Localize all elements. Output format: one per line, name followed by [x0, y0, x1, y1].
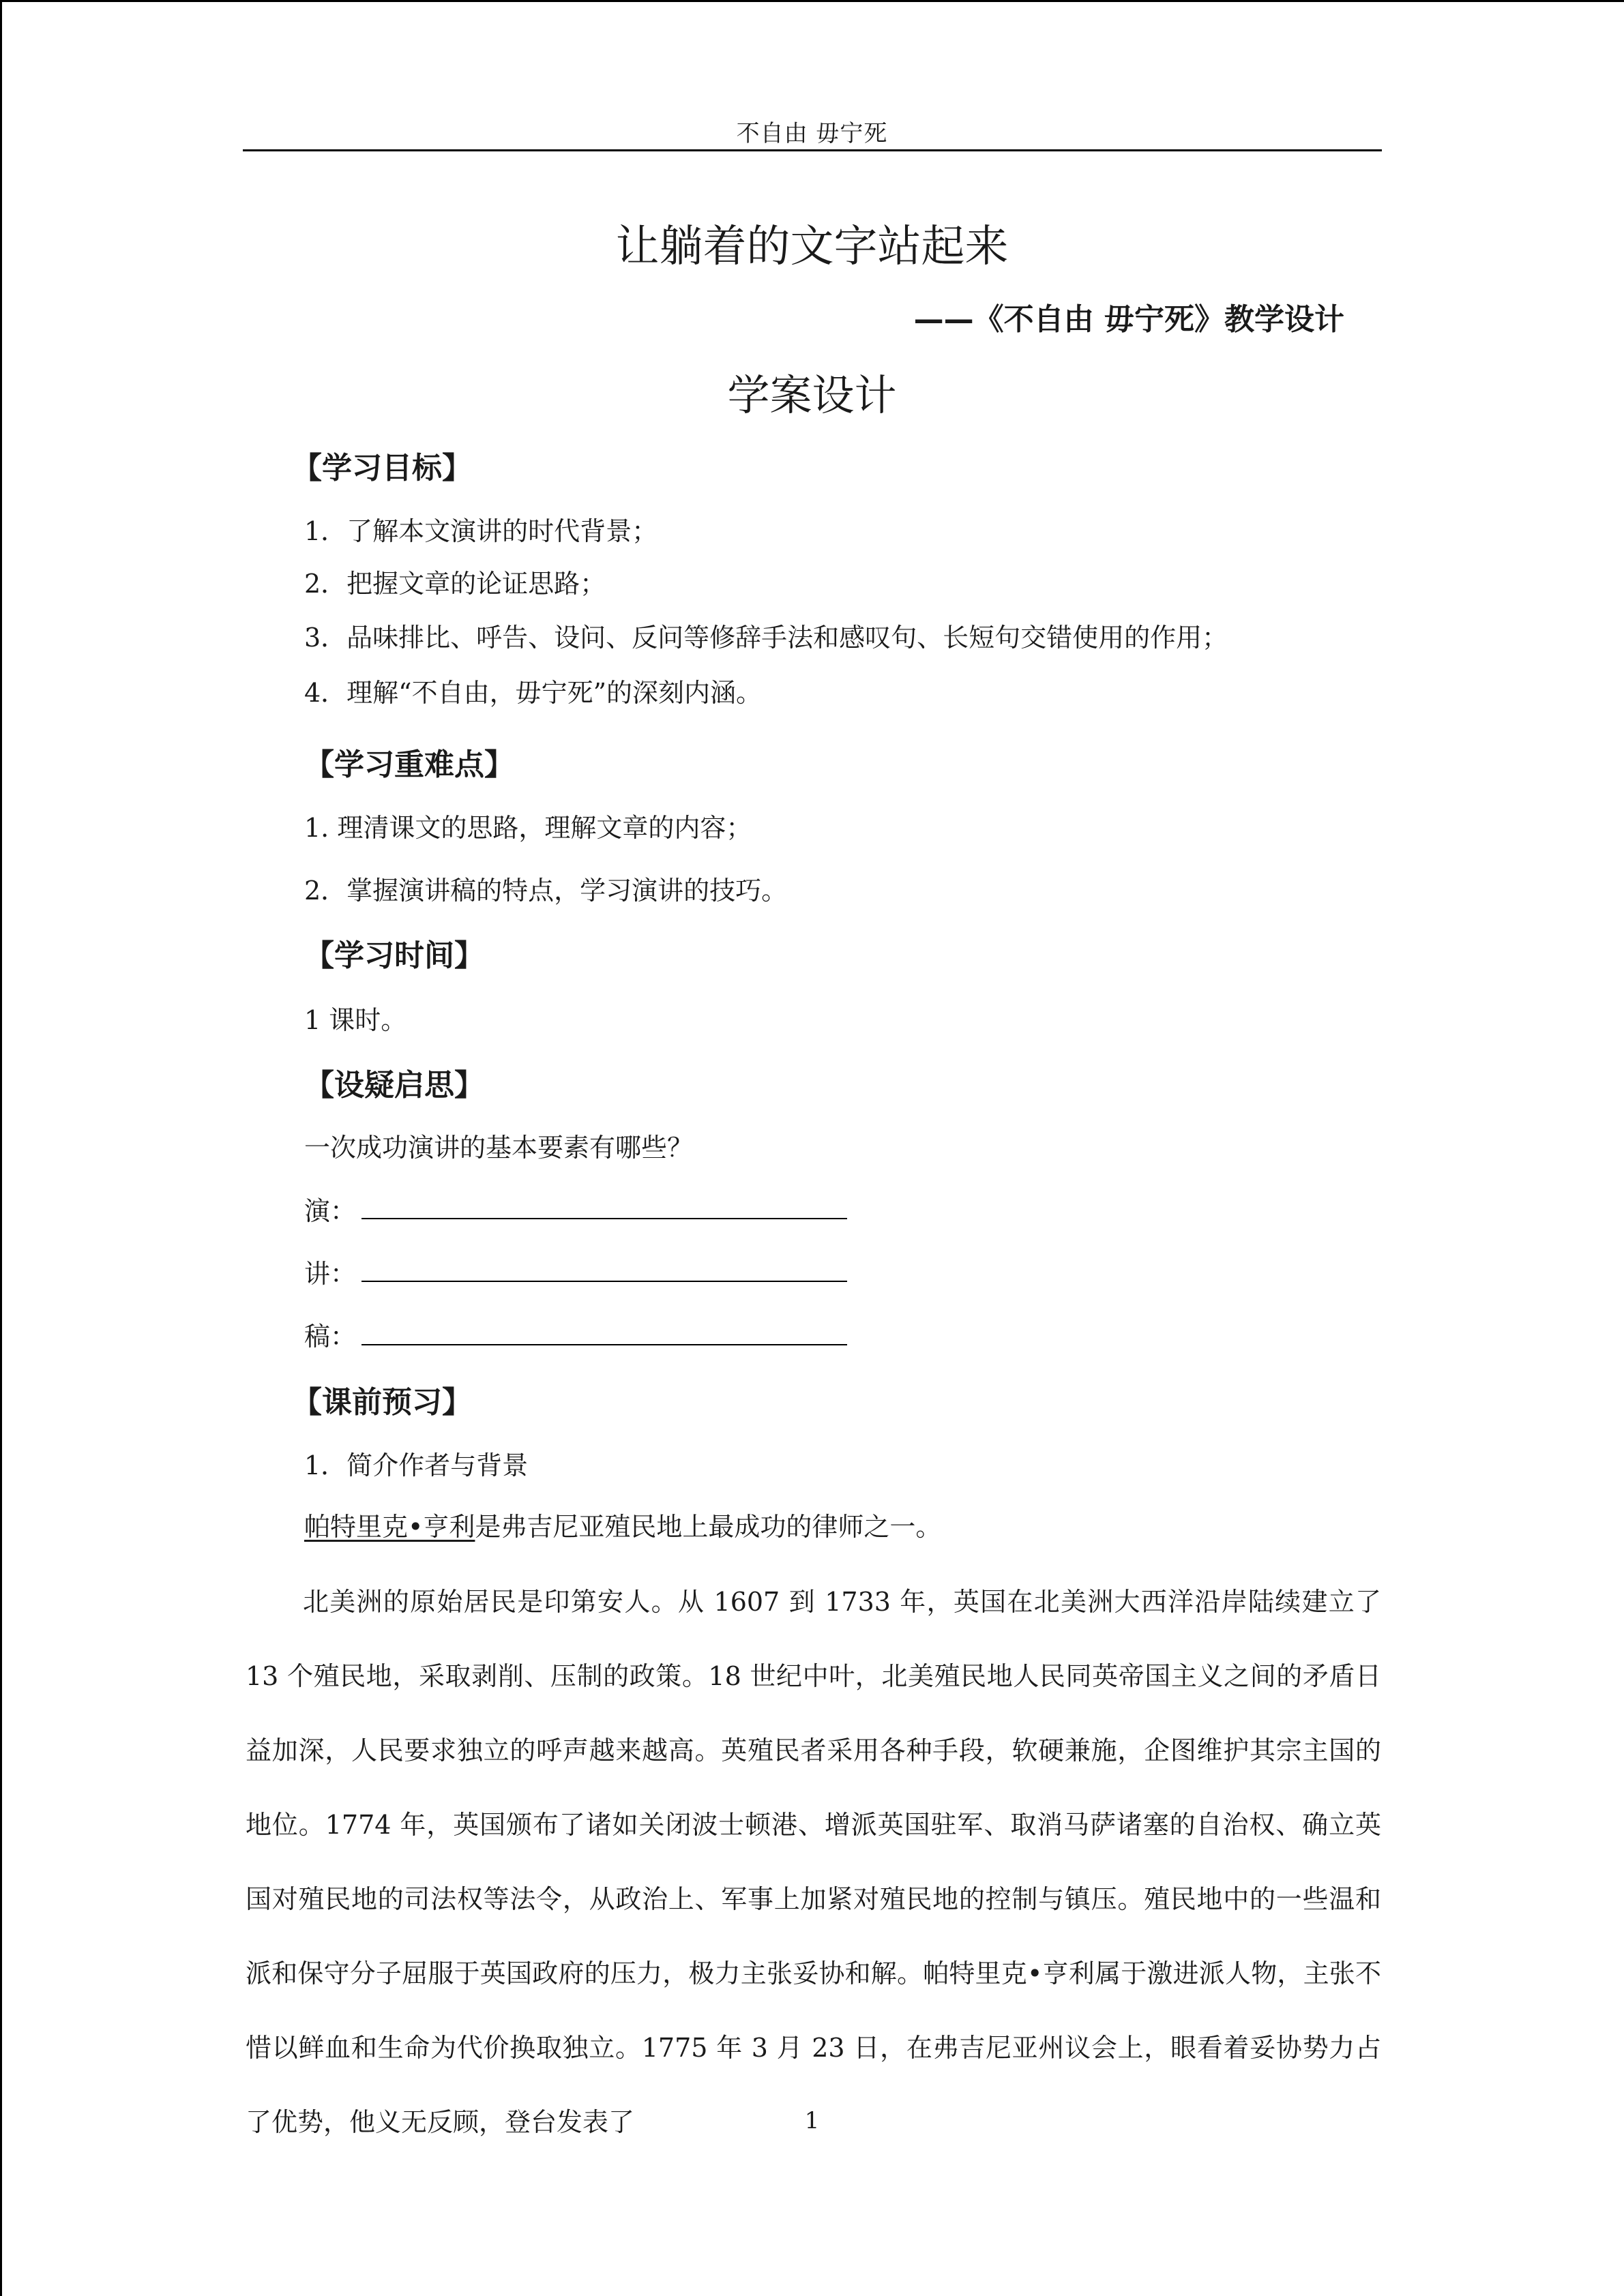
objective-item: 1．了解本文演讲的时代背景； [304, 516, 658, 546]
objectives-heading: 【学习目标】 [292, 451, 472, 486]
header-rule [243, 149, 1382, 151]
section-title: 学案设计 [727, 370, 897, 420]
blank-label-jiang: 讲： [304, 1259, 357, 1289]
fill-in-blank-gao[interactable] [361, 1344, 847, 1345]
page-border-left [0, 0, 2, 2296]
author-description: 是弗吉尼亚殖民地上最成功的律师之一。 [475, 1512, 942, 1542]
document-subtitle: ——《不自由 毋宁死》教学设计 [913, 302, 1344, 337]
document-title: 让躺着的文字站起来 [615, 222, 1009, 272]
time-value: 1 课时。 [304, 1005, 407, 1035]
inquiry-question: 一次成功演讲的基本要素有哪些？ [304, 1133, 694, 1163]
background-paragraph: 北美洲的原始居民是印第安人。从 1607 到 1733 年，英国在北美洲大西洋沿岸陆续建立了 13 个殖民地，采取剥削、压制的政策。18 世纪中叶，北美殖民地人民同英帝国主义之间的矛盾日益加深，人民要求独立的呼声越来越高。英殖民者采用各种手段，软硬兼施，企图维护其宗主国的地位。1774 年，英国颁布了诸如关闭波士顿港、增派英国驻军、取消马萨诸塞的自治权、确立英国对殖民地的司法权等法令，从政治上、军事上加紧对殖民地的控制与镇压。殖民地中的一些温和派和保守分子屈服于英国政府的压力，极力主张妥协和解。帕特里克•亨利属于激进派人物，主张不惜以鲜血和生命为代价换取独立。1775 年 3 月 23 日，在弗吉尼亚州议会上，眼看着妥协势力占了优势，他义无反顾，登台发表了 [246, 1587, 1381, 2137]
author-line [304, 1506, 941, 1543]
fill-in-blank-yan[interactable] [361, 1218, 847, 1219]
blank-label-gao: 稿： [304, 1322, 357, 1352]
page-border-top [0, 0, 1624, 2]
key-point-item: 1. 理清课文的思路，理解文章的内容； [304, 813, 752, 843]
running-header: 不自由 毋宁死 [736, 120, 888, 147]
key-points-heading: 【学习重难点】 [304, 747, 514, 782]
objective-item: 2．把握文章的论证思路； [304, 569, 606, 599]
key-point-item: 2．掌握演讲稿的特点，学习演讲的技巧。 [304, 876, 788, 906]
inquiry-heading: 【设疑启思】 [304, 1068, 484, 1103]
page-number: 1 [804, 2107, 820, 2134]
objective-item: 3．品味排比、呼告、设问、反问等修辞手法和感叹句、长短句交错使用的作用； [304, 623, 1228, 653]
preview-item: 1．简介作者与背景 [304, 1450, 529, 1480]
preview-heading: 【课前预习】 [292, 1385, 472, 1420]
time-heading: 【学习时间】 [304, 938, 484, 973]
author-name: 帕特里克•亨利 [304, 1512, 475, 1542]
fill-in-blank-jiang[interactable] [361, 1281, 847, 1282]
objective-item: 4．理解“不自由，毋宁死”的深刻内涵。 [304, 678, 763, 708]
blank-label-yan: 演： [304, 1196, 357, 1226]
